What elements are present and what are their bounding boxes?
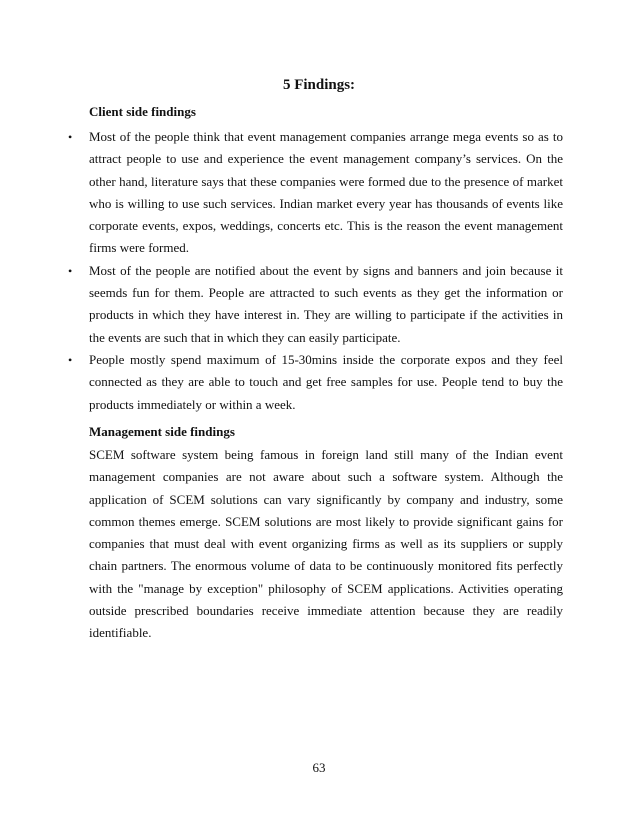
client-finding-text: People mostly spend maximum of 15-30mins inside the corporate expos and they feel connected as they are able to touch and get free samples for use. People tend to buy the products immediately or within a week. xyxy=(89,351,563,412)
management-findings-paragraph: SCEM software system being famous in foreign land still many of the Indian event management companies are not aware about such a software system. Although the application of SCEM solutions can vary significantly by company and industry, some common themes emerge. SCEM solutions are most likely to provide significant gains for companies that must deal with event organizing firms as well as its suppliers or supply chain partners. The enormous volume of data to be continuously monitored fits perfectly with the "manage by exception" philosophy of SCEM applications. Activities operating outside prescribed boundaries receive immediate attention because they are readily identifiable. xyxy=(89,447,563,641)
management-side-heading: Management side findings xyxy=(89,424,235,439)
page-number: 63 xyxy=(312,760,326,775)
section-title: 5 Findings: xyxy=(282,77,356,93)
client-finding-item xyxy=(68,260,563,349)
client-findings-list xyxy=(68,126,563,416)
client-finding-item xyxy=(68,349,563,416)
client-finding-text: Most of the people think that event management companies arrange mega events so as to attract people to use and experience the event management company’s services. On the other hand, literature says that these companies were formed due to the presence of market who is willing to use such services. Indian market every year has thousands of events like corporate events, expos, weddings, concerts etc. This is the reason the event management firms were formed. xyxy=(89,129,563,256)
client-finding-item xyxy=(68,126,563,260)
client-side-heading: Client side findings xyxy=(89,104,196,119)
bullet-icon: • xyxy=(68,352,73,367)
bullet-icon: • xyxy=(68,263,73,278)
bullet-icon: • xyxy=(68,130,73,144)
client-finding-text: Most of the people are notified about the event by signs and banners and join because it seemds fun for them. People are attracted to such events as they get the information or products in which they have interest in. They are willing to participate if the activities in the events are such that in which they can easily participate. xyxy=(89,262,563,345)
